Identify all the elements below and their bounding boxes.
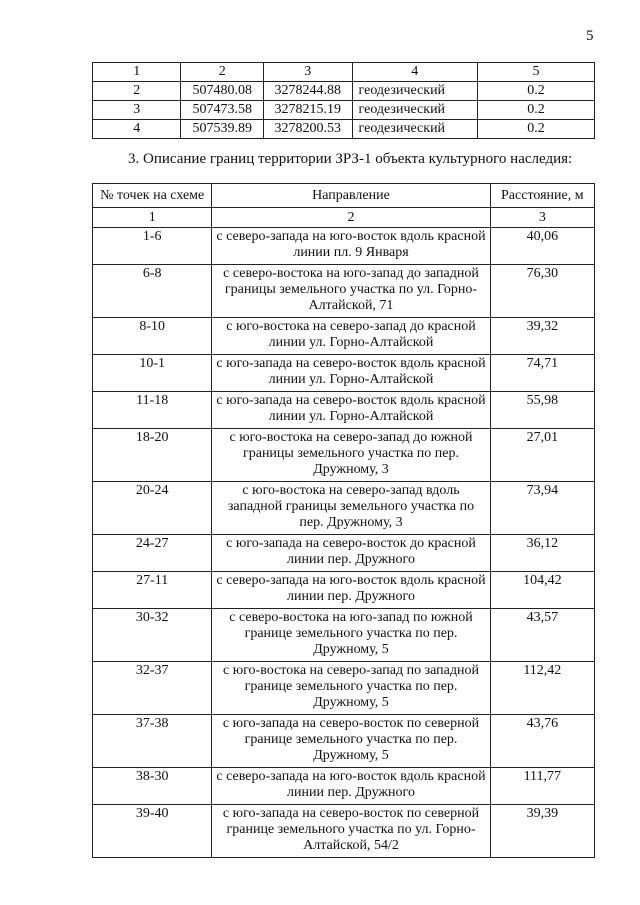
table-row: [93, 120, 595, 139]
distance-cell: 43,57: [490, 609, 594, 662]
direction-cell: с северо-запада на юго-восток вдоль красной линии пер. Дружного: [212, 572, 490, 609]
y-coordinate-cell: 3278200.53: [263, 120, 352, 139]
points-cell: 38-30: [93, 768, 212, 805]
table-row: [93, 355, 595, 392]
table-row: [93, 82, 595, 101]
table-row: [93, 228, 595, 265]
direction-cell: с юго-востока на северо-запад по западной границе земельного участка по пер. Дружному, 5: [212, 662, 490, 715]
table-row: [93, 662, 595, 715]
direction-cell: с юго-запада на северо-восток по северной границе земельного участка по ул. Горно-Алтайской, 54/2: [212, 805, 490, 858]
coordinates-header-cell: 4: [352, 63, 477, 82]
borders-table-numbering-row: [93, 208, 595, 228]
table-row: [93, 392, 595, 429]
direction-cell: с северо-востока на юго-запад до западной границы земельного участка по ул. Горно-Алтайской, 71: [212, 265, 490, 318]
points-cell: 24-27: [93, 535, 212, 572]
points-cell: 18-20: [93, 429, 212, 482]
distance-cell: 43,76: [490, 715, 594, 768]
direction-cell: с северо-запада на юго-восток вдоль красной линии пл. 9 Января: [212, 228, 490, 265]
point-number-cell: 2: [93, 82, 181, 101]
y-coordinate-cell: 3278215.19: [263, 101, 352, 120]
table-row: [93, 482, 595, 535]
distance-cell: 112,42: [490, 662, 594, 715]
direction-cell: с юго-востока на северо-запад вдоль западной границы земельного участка по пер. Дружному, 3: [212, 482, 490, 535]
points-cell: 20-24: [93, 482, 212, 535]
distance-cell: 55,98: [490, 392, 594, 429]
distance-cell: 39,32: [490, 318, 594, 355]
table-row: [93, 101, 595, 120]
table-row: [93, 535, 595, 572]
table-row: [93, 805, 595, 858]
table-row: [93, 318, 595, 355]
points-cell: 10-1: [93, 355, 212, 392]
borders-table: [92, 183, 595, 858]
point-number-cell: 3: [93, 101, 181, 120]
table-row: [93, 265, 595, 318]
coordinates-header-cell: 2: [181, 63, 264, 82]
points-cell: 8-10: [93, 318, 212, 355]
points-cell: 32-37: [93, 662, 212, 715]
table-row: [93, 768, 595, 805]
distance-cell: 73,94: [490, 482, 594, 535]
points-cell: 39-40: [93, 805, 212, 858]
method-cell: геодезический: [352, 101, 477, 120]
page-number: 5: [586, 28, 594, 44]
coordinates-header-cell: 3: [263, 63, 352, 82]
coordinates-table: [92, 62, 595, 139]
distance-cell: 36,12: [490, 535, 594, 572]
direction-column-header: Направление: [212, 184, 490, 208]
direction-cell: с юго-востока на северо-запад до южной границы земельного участка по пер. Дружному, 3: [212, 429, 490, 482]
x-coordinate-cell: 507539.89: [181, 120, 264, 139]
distance-cell: 39,39: [490, 805, 594, 858]
distance-cell: 111,77: [490, 768, 594, 805]
points-cell: 11-18: [93, 392, 212, 429]
x-coordinate-cell: 507480.08: [181, 82, 264, 101]
borders-table-body: [93, 228, 595, 858]
column-number-cell: 1: [93, 208, 212, 228]
distance-cell: 104,42: [490, 572, 594, 609]
points-cell: 37-38: [93, 715, 212, 768]
method-cell: геодезический: [352, 120, 477, 139]
table-row: [93, 609, 595, 662]
distance-cell: 76,30: [490, 265, 594, 318]
column-number-cell: 3: [490, 208, 594, 228]
y-coordinate-cell: 3278244.88: [263, 82, 352, 101]
accuracy-cell: 0.2: [477, 82, 594, 101]
points-cell: 1-6: [93, 228, 212, 265]
column-number-cell: 2: [212, 208, 490, 228]
point-number-cell: 4: [93, 120, 181, 139]
direction-cell: с юго-запада на северо-восток до красной линии пер. Дружного: [212, 535, 490, 572]
distance-column-header: Расстояние, м: [490, 184, 594, 208]
points-cell: 30-32: [93, 609, 212, 662]
method-cell: геодезический: [352, 82, 477, 101]
coordinates-table-header-row: [93, 63, 595, 82]
table-row: [93, 572, 595, 609]
distance-cell: 40,06: [490, 228, 594, 265]
accuracy-cell: 0.2: [477, 120, 594, 139]
distance-cell: 27,01: [490, 429, 594, 482]
distance-cell: 74,71: [490, 355, 594, 392]
borders-table-header-row: [93, 184, 595, 208]
accuracy-cell: 0.2: [477, 101, 594, 120]
direction-cell: с юго-запада на северо-восток вдоль красной линии ул. Горно-Алтайской: [212, 355, 490, 392]
table-row: [93, 715, 595, 768]
points-cell: 27-11: [93, 572, 212, 609]
direction-cell: с юго-запада на северо-восток по северной границе земельного участка по пер. Дружному, 5: [212, 715, 490, 768]
direction-cell: с северо-запада на юго-восток вдоль красной линии пер. Дружного: [212, 768, 490, 805]
direction-cell: с северо-востока на юго-запад по южной границе земельного участка по пер. Дружному, 5: [212, 609, 490, 662]
points-column-header: № точек на схеме: [93, 184, 212, 208]
section-heading: 3. Описание границ территории ЗРЗ-1 объекта культурного наследия:: [128, 151, 573, 167]
coordinates-header-cell: 5: [477, 63, 594, 82]
x-coordinate-cell: 507473.58: [181, 101, 264, 120]
direction-cell: с юго-востока на северо-запад до красной линии ул. Горно-Алтайской: [212, 318, 490, 355]
coordinates-header-cell: 1: [93, 63, 181, 82]
table-row: [93, 429, 595, 482]
points-cell: 6-8: [93, 265, 212, 318]
direction-cell: с юго-запада на северо-восток вдоль красной линии ул. Горно-Алтайской: [212, 392, 490, 429]
